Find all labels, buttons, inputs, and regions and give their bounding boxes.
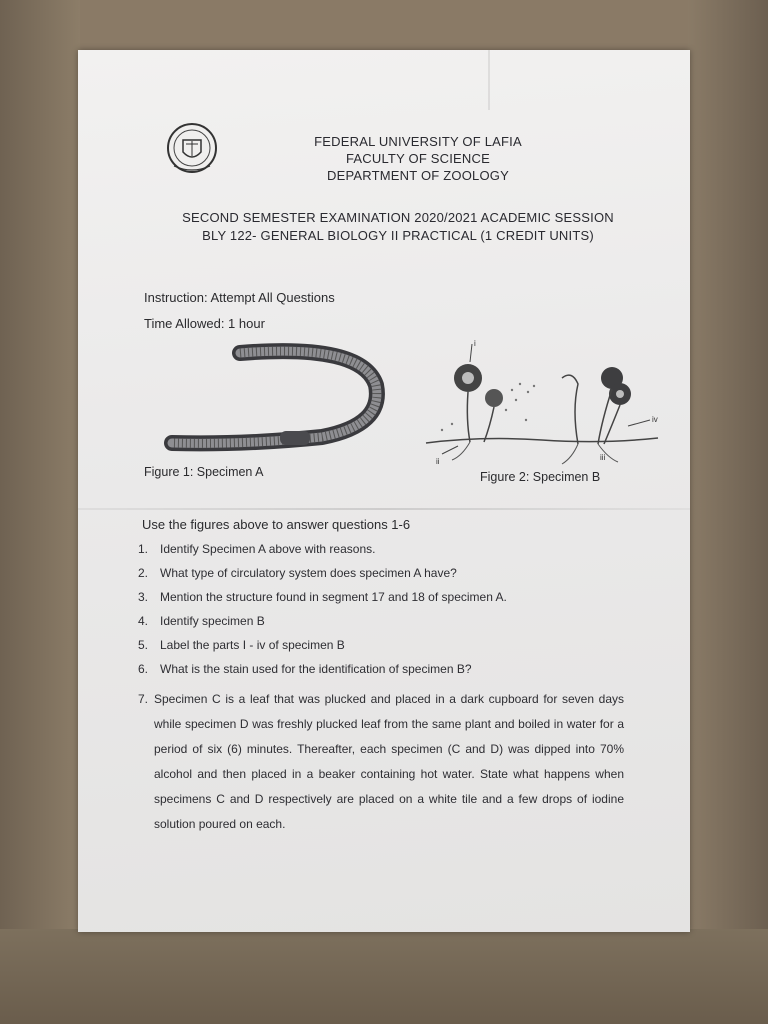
figure2-mould — [422, 340, 662, 470]
question-list — [138, 537, 638, 681]
university-crest-icon — [166, 122, 218, 174]
question-number: 2. — [138, 566, 149, 580]
figure2-label-ii: ii — [436, 457, 440, 466]
figure2-label-i: i — [474, 339, 476, 348]
question-text: Mention the structure found in segment 17 and 18 of specimen A. — [160, 590, 507, 604]
faculty-name: FACULTY OF SCIENCE — [346, 151, 490, 166]
list-item — [138, 633, 638, 657]
photo-background-right — [688, 0, 768, 1024]
list-item — [138, 609, 638, 633]
list-item — [138, 585, 638, 609]
question-text: Specimen C is a leaf that was plucked and placed in a dark cupboard for seven days while specimen D was freshly plucked leaf from the same plant and boiled in water for a period of six (6) minutes. Thereafter, each specimen (C and D) was dipped into 70% alcohol and then placed in a beaker containing hot water. State what happens when specimens C and D respectively are placed on a white tile and a few drops of iodine solution poured on each. — [154, 692, 624, 831]
photo-background-left — [0, 0, 80, 1024]
photo-background-bottom — [0, 929, 768, 1024]
paper-fold — [78, 508, 690, 510]
question-text: Label the parts I - iv of specimen B — [160, 638, 345, 652]
instruction-text: Instruction: Attempt All Questions — [144, 290, 335, 305]
department-name: DEPARTMENT OF ZOOLOGY — [327, 168, 509, 183]
paper-crease — [488, 50, 490, 110]
question-number: 4. — [138, 614, 149, 628]
question-text: What is the stain used for the identification of specimen B? — [160, 662, 472, 676]
list-item — [138, 561, 638, 585]
questions-intro: Use the figures above to answer questions 1-6 — [142, 517, 411, 532]
figure2-label-iv: iv — [652, 415, 658, 424]
figure1-caption: Figure 1: Specimen A — [144, 465, 264, 479]
question-number: 3. — [138, 590, 149, 604]
question-number: 7. — [138, 692, 149, 706]
question-text: Identify specimen B — [160, 614, 265, 628]
exam-paper — [78, 50, 690, 932]
question-text: Identify Specimen A above with reasons. — [160, 542, 376, 556]
list-item — [138, 537, 638, 561]
figure2-caption: Figure 2: Specimen B — [480, 470, 601, 484]
question-number: 1. — [138, 542, 149, 556]
question-number: 5. — [138, 638, 149, 652]
course-title: BLY 122- GENERAL BIOLOGY II PRACTICAL (1 CREDIT UNITS) — [202, 228, 594, 243]
exam-title: SECOND SEMESTER EXAMINATION 2020/2021 ACADEMIC SESSION — [182, 210, 614, 225]
university-name: FEDERAL UNIVERSITY OF LAFIA — [314, 134, 522, 149]
figure2-label-iii: iii — [600, 453, 606, 462]
question-text: What type of circulatory system does specimen A have? — [160, 566, 457, 580]
time-allowed: Time Allowed: 1 hour — [144, 316, 265, 331]
question-number: 6. — [138, 662, 149, 676]
figure1-earthworm — [162, 345, 382, 455]
list-item — [138, 657, 638, 681]
